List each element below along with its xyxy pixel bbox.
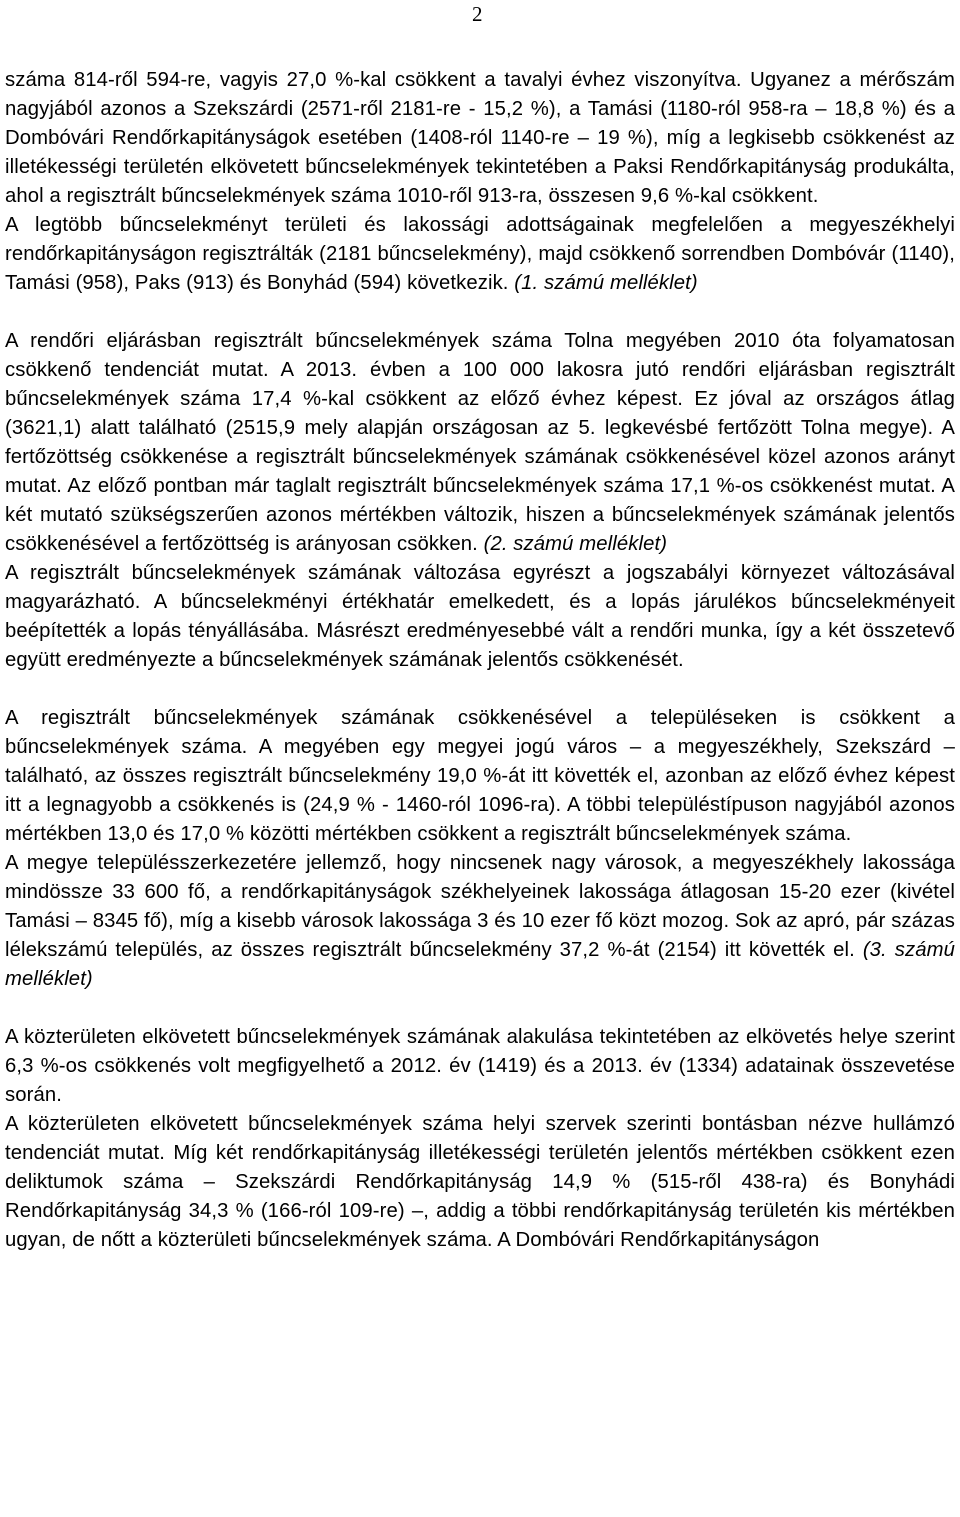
paragraph-text: A közterületen elkövetett bűncselekmények száma helyi szervek szerinti bontásban nézve hullámzó tendenciát mutat. Míg két rendőrkapitányság illetékességi területén jelentős mértékben csökkent ezen deliktumok száma – Szekszárdi Rendőrkapitányság 14,9 % (515-ről 438-ra) és Bonyhádi Rendőrkapitányság 34,3 % (166-ról 109-re) –, addig a többi rendőrkapitányság területén kis mértékben ugyan, de nőtt a közterületi bűncselekmények száma. A Dombóvári Rendőrkapitányságon — [5, 1113, 955, 1251]
paragraph-text: A közterületen elkövetett bűncselekmények számának alakulása tekintetében az elkövetés helye szerint 6,3 %-os csökkenés volt megfigyelhető a 2012. év (1419) és a 2013. év (1334) adatainak összevetése során. — [5, 1026, 955, 1106]
paragraph-text: száma 814-ről 594-re, vagyis 27,0 %-kal csökkent a tavalyi évhez viszonyítva. Ugyanez a mérőszám nagyjából azonos a Szekszárdi (2571-ről 2181-re - 15,2 %), a Tamási (1180-ról 958-ra – 18,8 %) és a Dombóvári Rendőrkapitányságok esetében (1408-ról 1140-re – 19 %), míg a legkisebb csökkenést az illetékességi területén elkövetett bűncselekmények tekintetében a Paksi Rendőrkapitányság produkálta, ahol a regisztrált bűncselekmények száma 1010-ről 913-ra, összesen 9,6 %-kal csökkent. — [5, 69, 955, 207]
paragraph-2 — [5, 211, 955, 298]
annex-reference: (1. számú melléklet) — [514, 272, 698, 294]
paragraph-text: A rendőri eljárásban regisztrált bűncselekmények száma Tolna megyében 2010 óta folyamatosan csökkenő tendenciát mutat. A 2013. évben a 100 000 lakosra jutó rendőri eljárásban regisztrált bűncselekmények száma 17,4 %-kal csökkent az előző évhez képest. Ez jóval az országos átlag (3621,1) alatt található (2515,9 mely alapján országosan az 5. legkevésbé fertőzött Tolna megye). A fertőzöttség csökkenése a regisztrált bűncselekmények számának csökkenésével közel azonos arányt mutat. Az előző pontban már taglalt regisztrált bűncselekmények száma 17,1 %-os csökkenést mutat. A két mutató szükségszerűen azonos mértékben változik, hiszen a bűncselekmények számának jelentős csökkenésével a fertőzöttség is arányosan csökken. — [5, 330, 955, 555]
annex-reference: (3. számú melléklet) — [5, 939, 956, 990]
document-body — [5, 66, 955, 1255]
paragraph-7 — [5, 1023, 955, 1110]
paragraph-4 — [5, 559, 955, 675]
paragraph-8 — [5, 1110, 955, 1255]
paragraph-1 — [5, 66, 955, 211]
paragraph-3 — [5, 327, 955, 559]
page-number: 2 — [472, 2, 483, 26]
paragraph-text: A legtöbb bűncselekményt területi és lakossági adottságainak megfelelően a megyeszékhelyi rendőrkapitányságon regisztrálták (2181 bűncselekmény), majd csökkenő sorrendben Dombóvár (1140), Tamási (958), Paks (913) és Bonyhád (594) következik. — [5, 214, 955, 294]
paragraph-5 — [5, 704, 955, 849]
annex-reference: (2. számú melléklet) — [483, 533, 668, 555]
paragraph-text: A regisztrált bűncselekmények számának csökkenésével a településeken is csökkent a bűncselekmények száma. A megyében egy megyei jogú város – a megyeszékhely, Szekszárd – található, az összes regisztrált bűncselekmény 19,0 %-át itt követték el, azonban az előző évhez képest itt a legnagyobb a csökkenés is (24,9 % - 1460-ról 1096-ra). A többi településtípuson nagyjából azonos mértékben 13,0 és 17,0 % közötti mértékben csökkent a regisztrált bűncselekmények száma. — [5, 707, 955, 845]
paragraph-text: A megye településszerkezetére jellemző, hogy nincsenek nagy városok, a megyeszékhely lakossága mindössze 33 600 fő, a rendőrkapitányságok székhelyeinek lakossága átlagosan 15-20 ezer (kivétel Tamási – 8345 fő), míg a kisebb városok lakossága 3 és 10 ezer fő közt mozog. Sok az apró, pár százas lélekszámú település, az összes regisztrált bűncselekmény 37,2 %-át (2154) itt követték el. — [5, 852, 955, 961]
paragraph-6 — [5, 849, 955, 994]
paragraph-text: A regisztrált bűncselekmények számának változása egyrészt a jogszabályi környezet változásával magyarázható. A bűncselekményi értékhatár emelkedett, és a lopás járulékos bűncselekményeit beépítették a lopás tényállásába. Másrészt eredményesebbé vált a rendőri munka, így a két összetevő együtt eredményezte a bűncselekmények számának jelentős csökkenését. — [5, 562, 955, 671]
